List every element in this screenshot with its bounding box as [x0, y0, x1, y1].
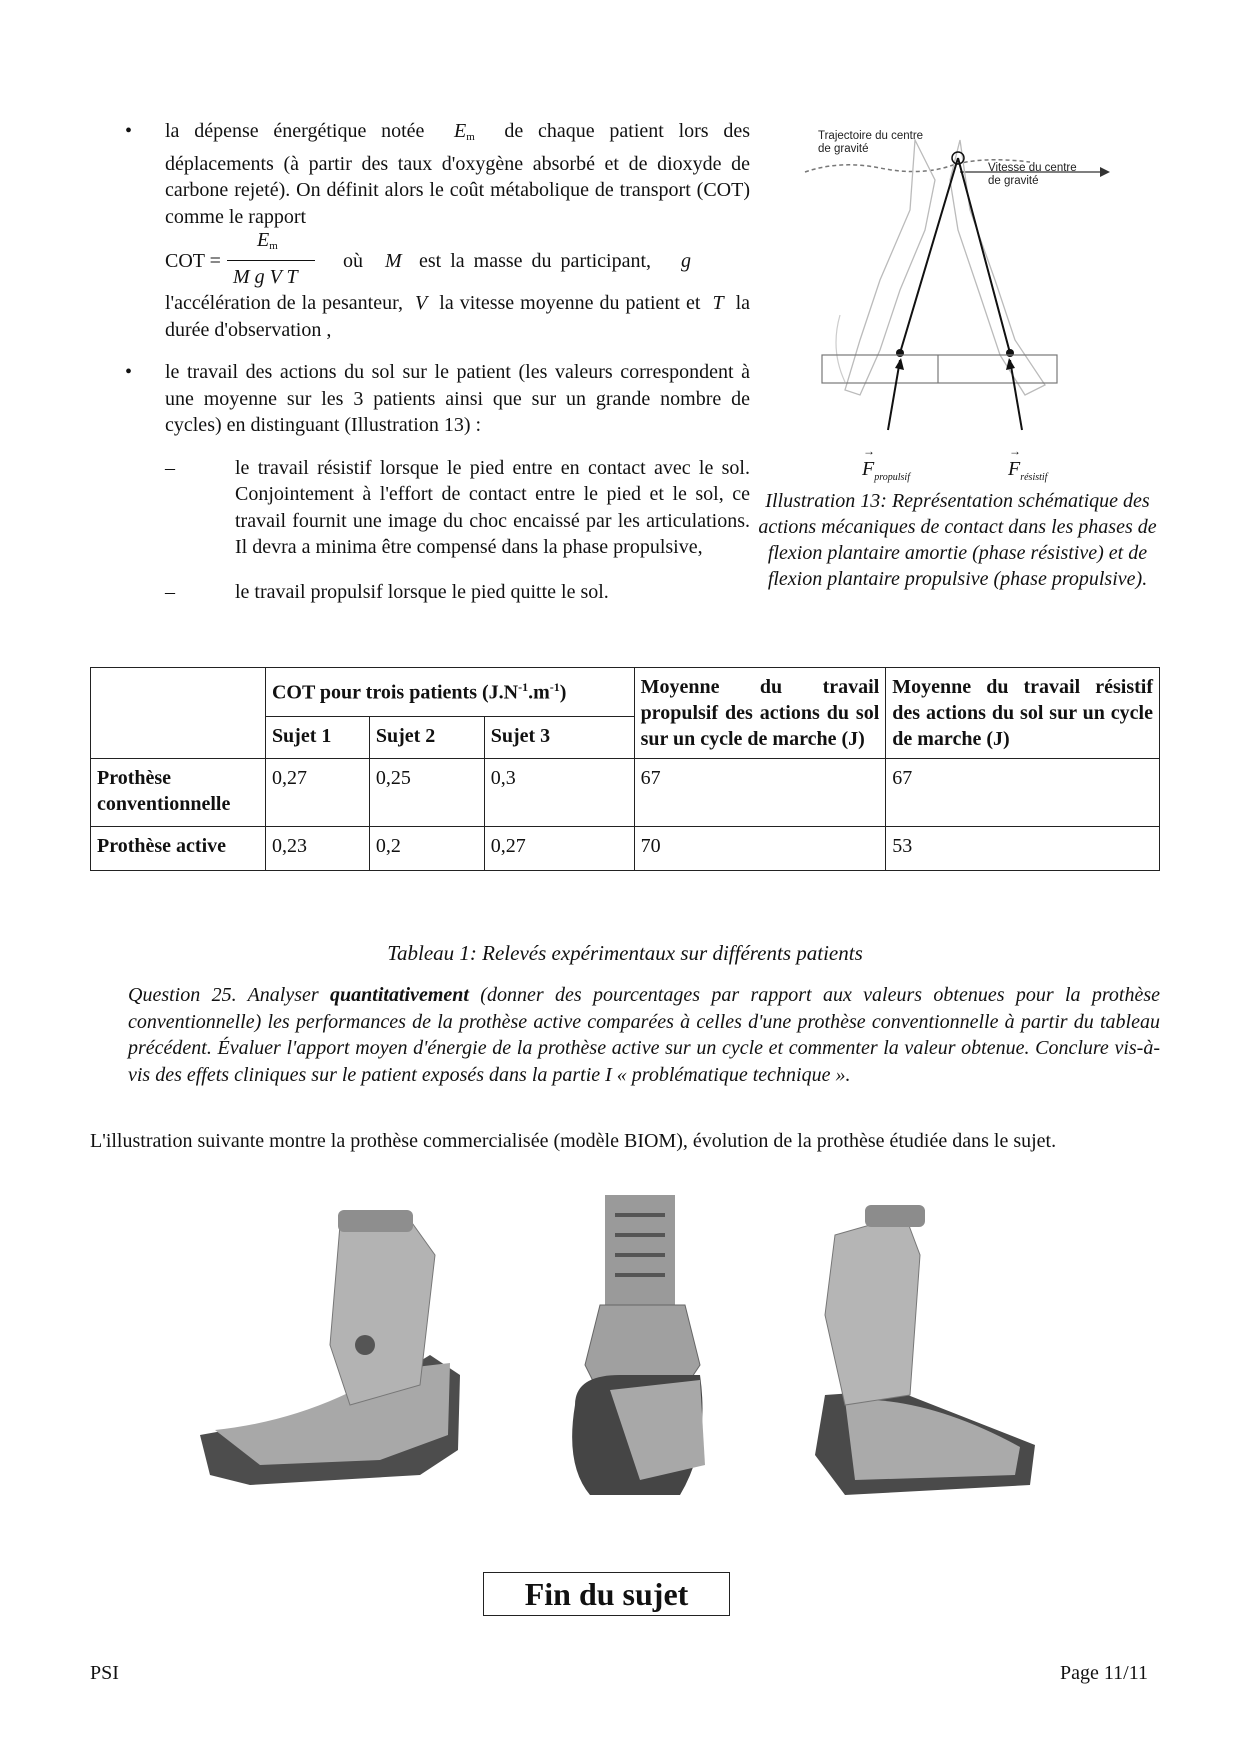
results-table [90, 667, 1160, 871]
cell-value: 53 [886, 827, 1160, 871]
force-subscript: propulsif [874, 472, 910, 483]
ankle-shell [330, 1220, 435, 1405]
bullet-text: de chaque patient lors des déplacements (à partir des taux d'oxygène absorbé et de dioxyde de carbone rejeté). On définit alors le coût métabolique de transport (COT) comme le rapport [165, 120, 751, 228]
cell-value: 0,23 [265, 827, 369, 871]
header-propulsive: Moyenne du travail propulsif des actions du sol sur un cycle de marche (J) [634, 668, 886, 759]
row-label: Prothèse conventionnelle [91, 759, 266, 827]
label-force-resistive: → $F_{résistif}$ [1008, 444, 1048, 483]
end-of-subject-box: Fin du sujet [483, 1572, 730, 1616]
cot-formula [165, 230, 750, 290]
question-number: Question 25. [128, 984, 237, 1006]
figure-caption: Illustration 13: Représentation schématique des actions mécaniques de contact dans les phases de flexion plantaire amortie (phase résistive) et de flexion plantaire propulsive (phase propulsive). [758, 490, 1157, 590]
table-row [91, 827, 1160, 871]
label-speed: Vitesse du centre de gravité [988, 162, 1077, 187]
bullet-text: la durée d'observation , [165, 292, 751, 341]
table-corner-cell [91, 668, 266, 759]
contact-point-right [1006, 349, 1014, 357]
biom-paragraph: L'illustration suivante montre la prothèse commercialisée (modèle BIOM), évolution de la prothèse étudiée dans le sujet. [90, 1130, 1057, 1152]
bullet-text: la vitesse moyenne du patient et [439, 292, 701, 314]
var-sub-m: m [466, 131, 475, 143]
pylon-adapter [865, 1205, 925, 1227]
header-resistive: Moyenne du travail résistif des actions du sol sur un cycle de marche (J) [886, 668, 1160, 759]
footer-page-number: Page 11/11 [1060, 1662, 1148, 1684]
force-subscript: résistif [1020, 472, 1048, 483]
sub-item-resistive [165, 455, 750, 561]
var-T: T [712, 292, 724, 314]
foot-upper [845, 1400, 1020, 1480]
force-symbol: F [862, 458, 875, 480]
var-g: g [681, 250, 691, 272]
header-cot: COT pour trois patients $(J.N^{-1}.m^{-1})$ [265, 668, 634, 717]
prosthesis-photo-front [785, 1195, 1055, 1515]
leg-sketch-left [845, 140, 935, 395]
gait-illustration [800, 120, 1120, 490]
dash-marker: – [165, 456, 175, 479]
sub-item-text: le travail propulsif lorsque le pied quitte le sol. [235, 580, 609, 603]
ankle-shell [825, 1215, 920, 1405]
question-emphasis: quantitativement [330, 984, 469, 1006]
header-subject-2: Sujet 2 [369, 716, 484, 758]
question-25 [128, 982, 1160, 1088]
prosthesis-photo-back [560, 1195, 720, 1515]
table-header-row [91, 668, 1160, 717]
joint-bolt [355, 1335, 375, 1355]
bullet-text: l'accélération de la pesanteur, [165, 292, 403, 314]
speed-arrowhead [1100, 167, 1110, 177]
cell-value: 70 [634, 827, 886, 871]
var-V: V [415, 292, 428, 314]
formula-text: est la masse du participant, [419, 250, 652, 272]
leg-sketch-back [836, 315, 845, 382]
label-trajectory: Trajectoire du centre de gravité [818, 130, 924, 155]
row-label: Prothèse active [91, 827, 266, 871]
contact-point-left [896, 349, 904, 357]
cell-value: 67 [634, 759, 886, 827]
shock-absorber [605, 1195, 675, 1305]
footer-course: PSI [90, 1662, 119, 1684]
formula-lhs: COT = [165, 250, 221, 272]
cell-value: 0,3 [484, 759, 634, 827]
table-row [91, 759, 1160, 827]
cell-value: 0,27 [265, 759, 369, 827]
prosthesis-photo-side [190, 1195, 475, 1515]
floor-block-a [822, 355, 1057, 383]
force-symbol: F [1008, 458, 1021, 480]
formula-denominator: M g V T [233, 266, 298, 288]
formula-numerator: E [257, 229, 270, 251]
label-force-propulsive: → $F_{propulsif}$ [862, 444, 910, 483]
cell-value: 67 [886, 759, 1160, 827]
cell-value: 0,27 [484, 827, 634, 871]
var-E: E [453, 120, 467, 142]
bullet-list [125, 118, 750, 623]
cell-value: 0,2 [369, 827, 484, 871]
bullet-work [125, 359, 750, 439]
sub-item-text: le travail résistif lorsque le pied entre en contact avec le sol. Conjointement à l'effort de contact entre le pied et le sol, ce travail fournit une image du choc encaissé par les articulations. Il devra a minima être compensé dans la phase propulsive, [235, 456, 750, 558]
formula-numerator-sub: m [269, 240, 278, 252]
bullet-dot: • [125, 120, 133, 142]
bullet-energy [125, 118, 750, 343]
formula-text: où [343, 250, 363, 272]
dash-marker: – [165, 580, 175, 603]
force-line-left [900, 158, 958, 353]
force-arrowhead-resistive [1006, 358, 1015, 370]
fraction-bar [227, 260, 315, 261]
header-subject-1: Sujet 1 [265, 716, 369, 758]
force-arrow-propulsive [888, 360, 900, 430]
table-caption: Tableau 1: Relevés expérimentaux sur différents patients [387, 941, 863, 965]
bullet-text: le travail des actions du sol sur le patient (les valeurs correspondent à une moyenne sur les 3 patients ainsi que sur un grande nombre de cycles) en distinguant (Illustration 13) : [165, 361, 750, 436]
force-arrowhead-propulsive [895, 358, 904, 370]
header-subject-3: Sujet 3 [484, 716, 634, 758]
sub-item-propulsive [165, 579, 750, 606]
force-arrow-resistive [1010, 360, 1022, 430]
cell-value: 0,25 [369, 759, 484, 827]
var-M: M [385, 250, 402, 272]
pylon-adapter [338, 1210, 413, 1232]
bullet-text: la dépense énergétique notée [165, 120, 425, 142]
question-verb: Analyser [247, 984, 319, 1006]
question-text: (donner des pourcentages par rapport aux valeurs obtenues pour la prothèse conventionnelle) les performances de la prothèse active comparées à celles d'une prothèse conventionnelle à partir du tableau précédent. Évaluer l'apport moyen d'énergie de la prothèse active sur un cycle et commenter la valeur obtenue. Conclure vis-à-vis des effets cliniques sur le patient exposés dans la partie I « problématique technique ». [128, 984, 1161, 1086]
bullet-dot: • [125, 361, 133, 383]
